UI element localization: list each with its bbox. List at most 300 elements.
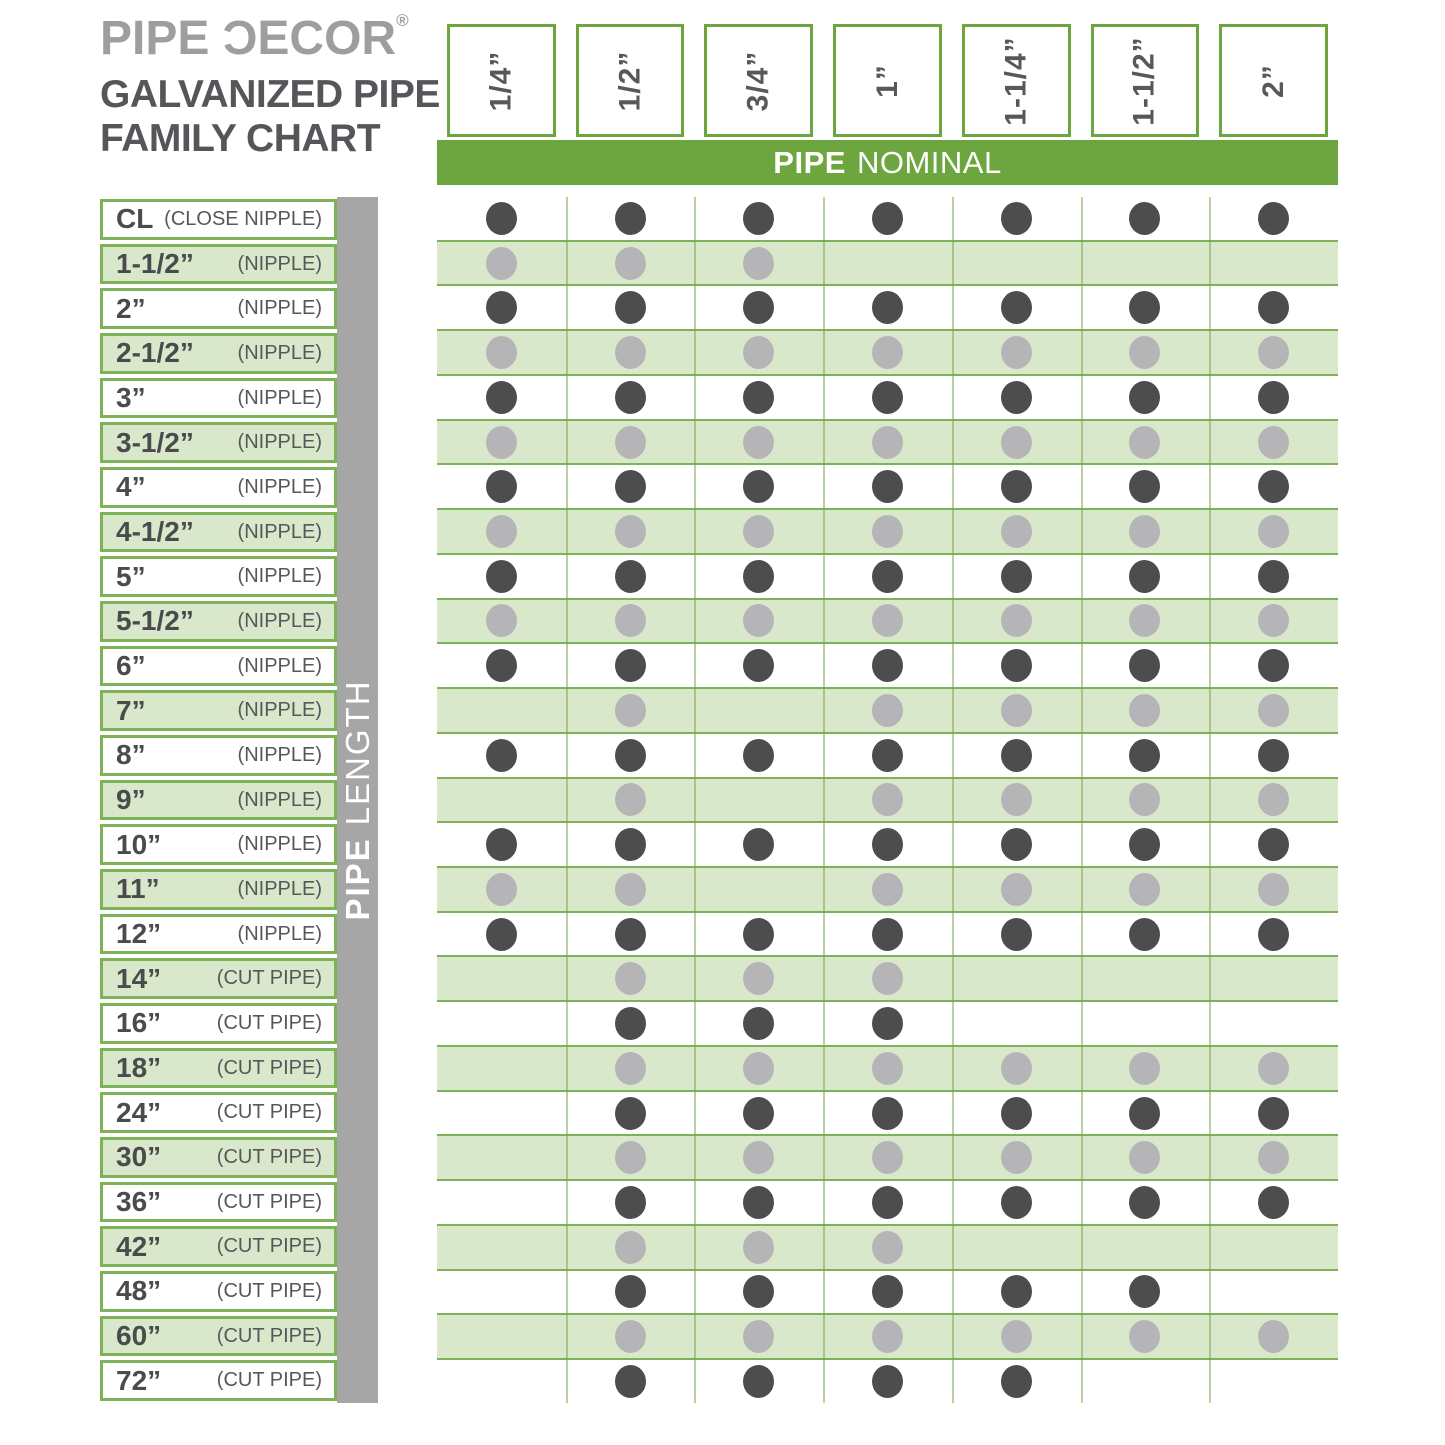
- row-kind: (NIPPLE): [237, 922, 322, 945]
- matrix-cell: [566, 555, 695, 598]
- row-label: [100, 646, 337, 687]
- pipe-length-band: [337, 197, 378, 1403]
- row-length: 2”: [116, 292, 146, 324]
- matrix-cell: [952, 242, 1081, 285]
- availability-dot: [615, 1365, 646, 1398]
- matrix-cell: [694, 1360, 823, 1403]
- availability-dot: [615, 1052, 646, 1085]
- matrix-row: [437, 508, 1338, 555]
- availability-dot: [1001, 828, 1032, 861]
- matrix-row: [437, 1313, 1338, 1360]
- row-label: [100, 556, 337, 597]
- availability-dot: [486, 470, 517, 503]
- matrix-cell: [1209, 689, 1338, 732]
- availability-dot: [872, 694, 903, 727]
- availability-dot: [872, 202, 903, 235]
- row-label: [100, 288, 337, 329]
- nominal-header-box-4: [833, 24, 942, 137]
- availability-dot: [872, 1007, 903, 1040]
- availability-dot: [1129, 918, 1160, 951]
- matrix-cell: [1081, 1047, 1210, 1090]
- matrix-cell: [694, 734, 823, 777]
- row-length: 1-1/2”: [116, 248, 194, 279]
- availability-dot: [615, 828, 646, 861]
- matrix-cell: [566, 957, 695, 1000]
- matrix-cell: [694, 331, 823, 374]
- brand-text: PIPE ƆECOR: [100, 12, 397, 65]
- matrix-cell: [823, 1002, 952, 1045]
- matrix-cell: [694, 600, 823, 643]
- matrix-cell: [823, 957, 952, 1000]
- availability-dot: [1129, 291, 1160, 324]
- matrix-cell: [823, 779, 952, 822]
- availability-dot: [1001, 560, 1032, 593]
- matrix-cell: [437, 1136, 566, 1179]
- matrix-cell: [823, 1360, 952, 1403]
- matrix-cell: [566, 1181, 695, 1224]
- availability-dot: [1129, 1097, 1160, 1130]
- matrix-cell: [1209, 1181, 1338, 1224]
- pipe-length-band-text: [339, 679, 377, 920]
- availability-dot: [615, 1007, 646, 1040]
- matrix-cell: [1081, 734, 1210, 777]
- availability-dot: [743, 426, 774, 459]
- availability-dot: [872, 873, 903, 906]
- nominal-header-label: 1/4”: [484, 50, 518, 111]
- row-label: [100, 735, 337, 776]
- row-length: 10”: [116, 828, 162, 860]
- matrix-cell: [566, 868, 695, 911]
- row-kind: (CUT PIPE): [216, 1145, 322, 1168]
- matrix-cell: [952, 331, 1081, 374]
- matrix-cell: [1081, 644, 1210, 687]
- matrix-cell: [437, 197, 566, 240]
- matrix-cell: [694, 644, 823, 687]
- matrix-cell: [566, 331, 695, 374]
- matrix-cell: [694, 421, 823, 464]
- row-length: 3”: [116, 382, 146, 414]
- row-kind: (NIPPLE): [237, 431, 322, 454]
- availability-dot: [872, 649, 903, 682]
- matrix-cell: [566, 1360, 695, 1403]
- availability-dot: [615, 604, 646, 637]
- matrix-cell: [694, 868, 823, 911]
- availability-dot: [615, 1231, 646, 1264]
- matrix-cell: [1081, 957, 1210, 1000]
- matrix-cell: [952, 1271, 1081, 1314]
- availability-dot: [1001, 336, 1032, 369]
- matrix-cell: [694, 913, 823, 956]
- availability-dot: [1129, 470, 1160, 503]
- row-length: 14”: [116, 962, 162, 994]
- row-length: 48”: [116, 1275, 162, 1307]
- availability-dot: [872, 560, 903, 593]
- matrix-cell: [437, 242, 566, 285]
- pipe-length-band-bold: PIPE: [338, 837, 376, 921]
- matrix-cell: [694, 286, 823, 329]
- matrix-cell: [952, 197, 1081, 240]
- pipe-nominal-band-bold: PIPE: [773, 144, 846, 180]
- matrix-cell: [1209, 286, 1338, 329]
- matrix-row: [437, 465, 1338, 508]
- availability-dot: [743, 828, 774, 861]
- availability-dot: [1258, 1097, 1289, 1130]
- availability-dot: [743, 1320, 774, 1353]
- matrix-cell: [1081, 376, 1210, 419]
- availability-dot: [872, 962, 903, 995]
- row-kind: (NIPPLE): [237, 520, 322, 543]
- availability-dot: [1258, 426, 1289, 459]
- availability-dot: [1001, 1052, 1032, 1085]
- availability-dot: [1129, 1275, 1160, 1308]
- row-label: [100, 690, 337, 731]
- row-length: 5-1/2”: [116, 605, 194, 637]
- matrix-cell: [1081, 1136, 1210, 1179]
- matrix-cell: [952, 1315, 1081, 1358]
- matrix-cell: [1081, 689, 1210, 732]
- matrix-cell: [1081, 1002, 1210, 1045]
- matrix-cell: [1081, 1360, 1210, 1403]
- matrix-cell: [952, 376, 1081, 419]
- matrix-cell: [952, 1181, 1081, 1224]
- availability-dot: [615, 470, 646, 503]
- availability-dot: [872, 739, 903, 772]
- matrix-cell: [823, 1136, 952, 1179]
- availability-dot: [743, 470, 774, 503]
- matrix-cell: [1209, 1315, 1338, 1358]
- matrix-cell: [694, 1226, 823, 1269]
- availability-dot: [1129, 828, 1160, 861]
- row-label: [100, 512, 337, 553]
- nominal-column-headers: [437, 24, 1338, 137]
- matrix-cell: [566, 376, 695, 419]
- availability-dot: [743, 1052, 774, 1085]
- availability-dot: [486, 426, 517, 459]
- availability-dot: [615, 873, 646, 906]
- matrix-cell: [437, 1226, 566, 1269]
- row-label: [100, 1048, 337, 1089]
- matrix-cell: [1081, 421, 1210, 464]
- matrix-cell: [437, 1181, 566, 1224]
- pipe-nominal-band-rest: NOMINAL: [856, 144, 1002, 180]
- matrix-row: [437, 555, 1338, 598]
- availability-dot: [872, 828, 903, 861]
- row-label: [100, 780, 337, 821]
- availability-dot: [1258, 336, 1289, 369]
- row-kind: (CUT PIPE): [216, 1011, 322, 1034]
- availability-dot: [615, 649, 646, 682]
- matrix-cell: [1081, 1181, 1210, 1224]
- matrix-cell: [566, 1047, 695, 1090]
- matrix-cell: [952, 1136, 1081, 1179]
- nominal-header-label: 1/2”: [613, 50, 647, 111]
- availability-dot: [1001, 1365, 1032, 1398]
- matrix-cell: [823, 868, 952, 911]
- availability-dot: [486, 381, 517, 414]
- matrix-cell: [566, 1226, 695, 1269]
- matrix-row: [437, 1271, 1338, 1314]
- matrix-row: [437, 734, 1338, 777]
- matrix-cell: [437, 1047, 566, 1090]
- matrix-cell: [823, 689, 952, 732]
- matrix-cell: [1209, 197, 1338, 240]
- availability-dot: [743, 247, 774, 280]
- row-length: CL: [116, 203, 154, 235]
- matrix-row: [437, 376, 1338, 419]
- row-label: [100, 378, 337, 419]
- matrix-cell: [694, 1315, 823, 1358]
- row-length: 6”: [116, 650, 146, 682]
- matrix-cell: [1209, 331, 1338, 374]
- matrix-cell: [952, 689, 1081, 732]
- availability-dot: [743, 202, 774, 235]
- matrix-cell: [694, 1181, 823, 1224]
- matrix-cell: [952, 823, 1081, 866]
- availability-dot: [743, 918, 774, 951]
- matrix-row: [437, 1134, 1338, 1181]
- matrix-cell: [694, 689, 823, 732]
- matrix-cell: [437, 600, 566, 643]
- matrix-cell: [1209, 779, 1338, 822]
- matrix-cell: [566, 286, 695, 329]
- matrix-row: [437, 329, 1338, 376]
- matrix-row: [437, 1002, 1338, 1045]
- matrix-cell: [1081, 331, 1210, 374]
- nominal-header-box-1: [447, 24, 556, 137]
- matrix-row: [437, 644, 1338, 687]
- matrix-cell: [952, 555, 1081, 598]
- matrix-cell: [566, 242, 695, 285]
- row-label: [100, 1316, 337, 1357]
- matrix-cell: [694, 1047, 823, 1090]
- matrix-cell: [694, 465, 823, 508]
- row-kind: (CUT PIPE): [216, 1190, 322, 1213]
- matrix-cell: [1081, 600, 1210, 643]
- matrix-cell: [566, 1092, 695, 1135]
- matrix-cell: [437, 465, 566, 508]
- nominal-header-label: 3/4”: [741, 50, 775, 111]
- matrix-cell: [1209, 823, 1338, 866]
- availability-dot: [872, 1365, 903, 1398]
- availability-dot: [1129, 783, 1160, 816]
- matrix-cell: [566, 510, 695, 553]
- availability-dot: [1258, 694, 1289, 727]
- availability-dot: [1001, 694, 1032, 727]
- matrix-cell: [952, 1360, 1081, 1403]
- availability-dot: [743, 962, 774, 995]
- availability-dot: [743, 1007, 774, 1040]
- matrix-cell: [566, 734, 695, 777]
- availability-dot: [743, 1365, 774, 1398]
- availability-dot: [615, 1275, 646, 1308]
- availability-dot: [1258, 828, 1289, 861]
- availability-dot: [872, 604, 903, 637]
- availability-dot: [1258, 515, 1289, 548]
- availability-dot: [872, 1141, 903, 1174]
- availability-dot: [1001, 918, 1032, 951]
- matrix-cell: [694, 555, 823, 598]
- availability-dot: [615, 783, 646, 816]
- matrix-cell: [694, 197, 823, 240]
- matrix-cell: [437, 1002, 566, 1045]
- matrix-row: [437, 777, 1338, 824]
- availability-dot: [1258, 470, 1289, 503]
- availability-dot: [1129, 426, 1160, 459]
- availability-dot: [1001, 1320, 1032, 1353]
- row-kind: (NIPPLE): [237, 252, 322, 275]
- matrix-row: [437, 866, 1338, 913]
- availability-dot: [1001, 202, 1032, 235]
- length-row-labels: [100, 197, 337, 1403]
- matrix-cell: [437, 555, 566, 598]
- nominal-header-label: 1-1/4”: [999, 35, 1033, 126]
- matrix-cell: [1209, 1271, 1338, 1314]
- availability-dot: [1001, 426, 1032, 459]
- brand-wordmark: [100, 12, 440, 63]
- availability-dot: [486, 604, 517, 637]
- matrix-cell: [566, 689, 695, 732]
- availability-dot: [872, 918, 903, 951]
- row-length: 18”: [116, 1052, 162, 1084]
- matrix-cell: [1081, 510, 1210, 553]
- availability-dot: [1129, 336, 1160, 369]
- availability-dot: [1258, 202, 1289, 235]
- row-kind: (NIPPLE): [237, 743, 322, 766]
- matrix-cell: [952, 1002, 1081, 1045]
- matrix-row: [437, 1224, 1338, 1271]
- chart-title: [100, 73, 440, 162]
- row-label: [100, 914, 337, 955]
- row-kind: (NIPPLE): [237, 788, 322, 811]
- nominal-header-box-7: [1219, 24, 1328, 137]
- matrix-cell: [566, 644, 695, 687]
- matrix-cell: [1209, 957, 1338, 1000]
- row-label: [100, 958, 337, 999]
- matrix-cell: [823, 286, 952, 329]
- availability-dot: [1129, 739, 1160, 772]
- matrix-row: [437, 955, 1338, 1002]
- row-kind: (NIPPLE): [237, 699, 322, 722]
- pipe-length-band-rest: LENGTH: [338, 679, 376, 826]
- availability-dot: [486, 515, 517, 548]
- availability-dot: [743, 1186, 774, 1219]
- availability-dot: [486, 649, 517, 682]
- nominal-header-label: 2”: [1256, 63, 1290, 98]
- availability-dot: [486, 336, 517, 369]
- matrix-cell: [952, 421, 1081, 464]
- matrix-cell: [823, 600, 952, 643]
- row-label: [100, 333, 337, 374]
- pipe-nominal-band: [437, 140, 1338, 185]
- row-kind: (NIPPLE): [237, 386, 322, 409]
- matrix-cell: [823, 1315, 952, 1358]
- availability-dot: [872, 426, 903, 459]
- matrix-cell: [952, 465, 1081, 508]
- availability-dot: [615, 739, 646, 772]
- chart-title-line-1: GALVANIZED PIPE: [100, 73, 440, 116]
- availability-dot: [1129, 515, 1160, 548]
- availability-dot: [743, 1275, 774, 1308]
- matrix-cell: [1209, 376, 1338, 419]
- availability-dot: [615, 1141, 646, 1174]
- availability-dot: [1258, 649, 1289, 682]
- row-length: 42”: [116, 1230, 162, 1262]
- availability-dot: [743, 515, 774, 548]
- availability-dot: [615, 336, 646, 369]
- row-length: 4”: [116, 471, 146, 503]
- availability-dot: [1258, 291, 1289, 324]
- availability-dot: [1129, 649, 1160, 682]
- matrix-cell: [1209, 734, 1338, 777]
- matrix-cell: [952, 779, 1081, 822]
- matrix-cell: [952, 734, 1081, 777]
- matrix-cell: [1209, 644, 1338, 687]
- matrix-cell: [823, 823, 952, 866]
- matrix-cell: [1209, 913, 1338, 956]
- matrix-cell: [437, 779, 566, 822]
- matrix-cell: [1209, 465, 1338, 508]
- availability-dot: [486, 828, 517, 861]
- matrix-cell: [1081, 465, 1210, 508]
- row-length: 30”: [116, 1141, 162, 1173]
- availability-dot: [486, 873, 517, 906]
- availability-dot: [486, 918, 517, 951]
- matrix-cell: [823, 734, 952, 777]
- nominal-header-label: 1”: [870, 63, 904, 98]
- row-kind: (NIPPLE): [237, 609, 322, 632]
- availability-dot: [1258, 1186, 1289, 1219]
- availability-dot: [615, 962, 646, 995]
- matrix-row: [437, 687, 1338, 734]
- availability-dot: [872, 381, 903, 414]
- availability-dot: [743, 336, 774, 369]
- availability-dot: [1129, 694, 1160, 727]
- row-length: 16”: [116, 1007, 162, 1039]
- availability-dot: [1001, 291, 1032, 324]
- availability-dot: [615, 1186, 646, 1219]
- availability-dot: [872, 1097, 903, 1130]
- availability-dot: [1129, 1052, 1160, 1085]
- availability-dot: [1001, 515, 1032, 548]
- matrix-cell: [694, 779, 823, 822]
- matrix-cell: [823, 465, 952, 508]
- matrix-cell: [566, 1271, 695, 1314]
- matrix-cell: [437, 734, 566, 777]
- availability-dot: [615, 291, 646, 324]
- availability-dot: [486, 291, 517, 324]
- availability-dot: [1129, 202, 1160, 235]
- matrix-cell: [566, 823, 695, 866]
- matrix-cell: [694, 1136, 823, 1179]
- row-label: [100, 1271, 337, 1312]
- row-label: [100, 1003, 337, 1044]
- matrix-cell: [437, 644, 566, 687]
- availability-dot: [743, 649, 774, 682]
- chart-title-line-2: FAMILY CHART: [100, 117, 381, 161]
- availability-dot: [743, 1231, 774, 1264]
- matrix-cell: [823, 1226, 952, 1269]
- row-kind: (NIPPLE): [237, 833, 322, 856]
- availability-dot: [743, 560, 774, 593]
- availability-dot: [1258, 381, 1289, 414]
- matrix-cell: [1081, 913, 1210, 956]
- matrix-cell: [823, 421, 952, 464]
- matrix-cell: [1209, 242, 1338, 285]
- matrix-cell: [1081, 242, 1210, 285]
- matrix-row: [437, 1181, 1338, 1224]
- availability-dot: [872, 515, 903, 548]
- matrix-cell: [694, 1271, 823, 1314]
